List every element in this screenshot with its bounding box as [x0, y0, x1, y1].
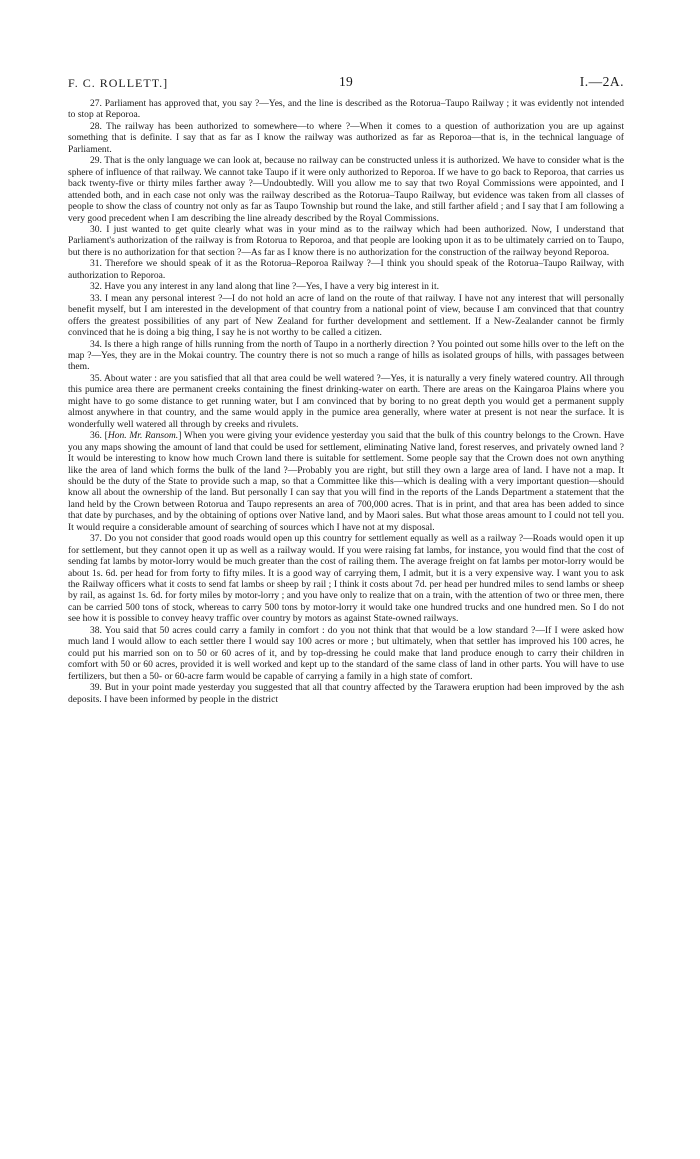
- paragraph-34: 34. Is there a high range of hills running from the north of Taupo in a northerly direction ? You pointed out some hills over to the left on the map ?—Yes, they are in the Mokai country. The country there is not so much a range of hills as isolated groups of hills, with passages between them.: [68, 338, 624, 373]
- document-body: [68, 98, 624, 705]
- paragraph-33: 33. I mean any personal interest ?—I do not hold an acre of land on the route of that railway. I have not any interest that will personally benefit myself, but I am interested in the development of that country from a national point of view, because I am convinced that that country offers the greatest possibilities of any part of New Zealand for further development and settlement. If a New-Zealander cannot be firmly convinced that he is doing a big thing, I say he is not worthy to be called a citizen.: [68, 292, 624, 339]
- paragraph-35: 35. About water : are you satisfied that all that area could be well watered ?—Yes, it is naturally a very finely watered country. All through this pumice area there are permanent creeks containing the finest drinking-water on earth. There are areas on the Kaingaroa Plains where you might have to go some distance to get running water, but I am convinced that by boring to no great depth you would get a permanent supply almost anywhere in that country, and the same would apply in the pumice area generally, where water at present is not near the surface. It is wonderfully well watered all through by creeks and rivulets.: [68, 372, 624, 430]
- paragraph-36: [68, 430, 624, 533]
- speaker-name: Hon. Mr. Ransom.: [107, 430, 179, 442]
- paragraph-29: 29. That is the only language we can look at, because no railway can be constructed unless it is authorized. We have to consider what is the sphere of influence of that railway. We cannot take Taupo if it were only authorized to Reporoa. If we have to go back to Reporoa, that carries us back twenty-five or thirty miles farther away ?—Undoubtedly. Will you allow me to say that two Royal Commissions were appointed, and I attended both, and in each case not only was the railway described as the Rotorua–Taupo Railway, but evidence was taken from all classes of people to show the class of country not only as far as Taupo Township but round the lake, and still farther afield ; and I say that I am following a very good precedent when I am describing the line already described by the Royal Commissions.: [68, 155, 624, 224]
- header-witness-name: F. C. ROLLETT.]: [68, 76, 169, 90]
- paper-reference: I.—2A.: [579, 74, 624, 89]
- paragraph-30: 30. I just wanted to get quite clearly what was in your mind as to the railway which had been authorized. Now, I understand that Parliament's authorization of the railway is from Rotorua to Reporoa, and that people are looking upon it as to be ultimately carried on to Taupo, but there is no authorization for that section ?—As far as I know there is no authorization for the construction of the railway beyond Reporoa.: [68, 223, 624, 258]
- paragraph-37: 37. Do you not consider that good roads would open up this country for settlement equally as well as a railway ?—Roads would open it up for settlement, but they cannot open it up as well as a railway would. If you were raising fat lambs, for instance, you would find that the cost of sending fat lambs by motor-lorry would be much greater than the cost of railing them. The average freight on fat lambs per motor-lorry would be about 1s. 6d. per head for from forty to fifty miles. It is a good way of carrying them, I admit, but it is a very expensive way. I want you to ask the Railway officers what it costs to send fat lambs or sheep by rail ; I think it costs about 7d. per head per hundred miles to send lambs or sheep by rail, as against 1s. 6d. for forty miles by motor-lorry ; and you have only to realize that on a train, with the attention of two or three men, there can be carried 500 tons of stock, whereas to carry 500 tons by motor-lorry it would take one hundred trucks and one hundred men. So I do not see how it is possible to convey heavy traffic over country by motors as against State-owned railways.: [68, 533, 624, 625]
- paragraph-36-text: ] When you were giving your evidence yesterday you said that the bulk of this country belongs to the Crown. Have you any maps showing the amount of land that could be used for settlement, eliminating Native land, forest reserves, and privately owned land ? It would be interesting to know how much Crown land there is suitable for settlement. Some people say that the Crown does not own anything like the area of land which forms the bulk of the land ?—Probably you are right, but still they own a large area of land. I have not a map. It should be the duty of the State to provide such a map, so that a Committee like this—which is dealing with a very important question—should know all about the ownership of the land. But personally I can say that you will find in the reports of the Lands Department a statement that the land held by the Crown between Rotorua and Taupo represents an area of 700,000 acres. That is in print, and that area has been added to since that date by purchases, and by the obtaining of options over Native land, and by Maori sales. But what those areas amount to I could not tell you. It would require a considerable amount of searching of sources which I have not at my disposal.: [68, 430, 625, 533]
- paragraph-28: 28. The railway has been authorized to somewhere—to where ?—When it comes to a question of authorization you are up against something that is definite. I say that as far as I know the railway was authorized as far as Reporoa—that is, in the technical language of Parliament.: [68, 120, 624, 155]
- page-number: 19: [338, 74, 354, 89]
- paragraph-27: 27. Parliament has approved that, you say ?—Yes, and the line is described as the Rotorua–Taupo Railway ; it was evidently not intended to stop at Reporoa.: [68, 98, 624, 121]
- paragraph-39: 39. But in your point made yesterday you suggested that all that country affected by the Tarawera eruption had been improved by the ash deposits. I have been informed by people in the district: [68, 682, 624, 705]
- paragraph-31: 31. Therefore we should speak of it as the Rotorua–Reporoa Railway ?—I think you should speak of the Rotorua–Taupo Railway, with authorization to Reporoa.: [68, 258, 624, 281]
- paragraph-32: 32. Have you any interest in any land along that line ?—Yes, I have a very big interest in it.: [90, 281, 439, 293]
- paragraph-38: 38. You said that 50 acres could carry a family in comfort : do you not think that that would be a low standard ?—If I were asked how much land I would allow to each settler there I would say 100 acres or more ; but ultimately, when that settler has improved his 100 acres, he could put his married son on to 50 or 60 acres of it, and by top-dressing he could make that land produce enough to carry their children in comfort with 50 or 60 acres, provided it is well worked and kept up to the standard of the same class of land in other parts. You will have to use fertilizers, but then a 50- or 60-acre farm would be capable of carrying a family in a high state of comfort.: [68, 624, 624, 682]
- paragraph-36-prefix: 36. [: [90, 430, 108, 442]
- document-page: [68, 74, 624, 705]
- page-header: [68, 74, 624, 98]
